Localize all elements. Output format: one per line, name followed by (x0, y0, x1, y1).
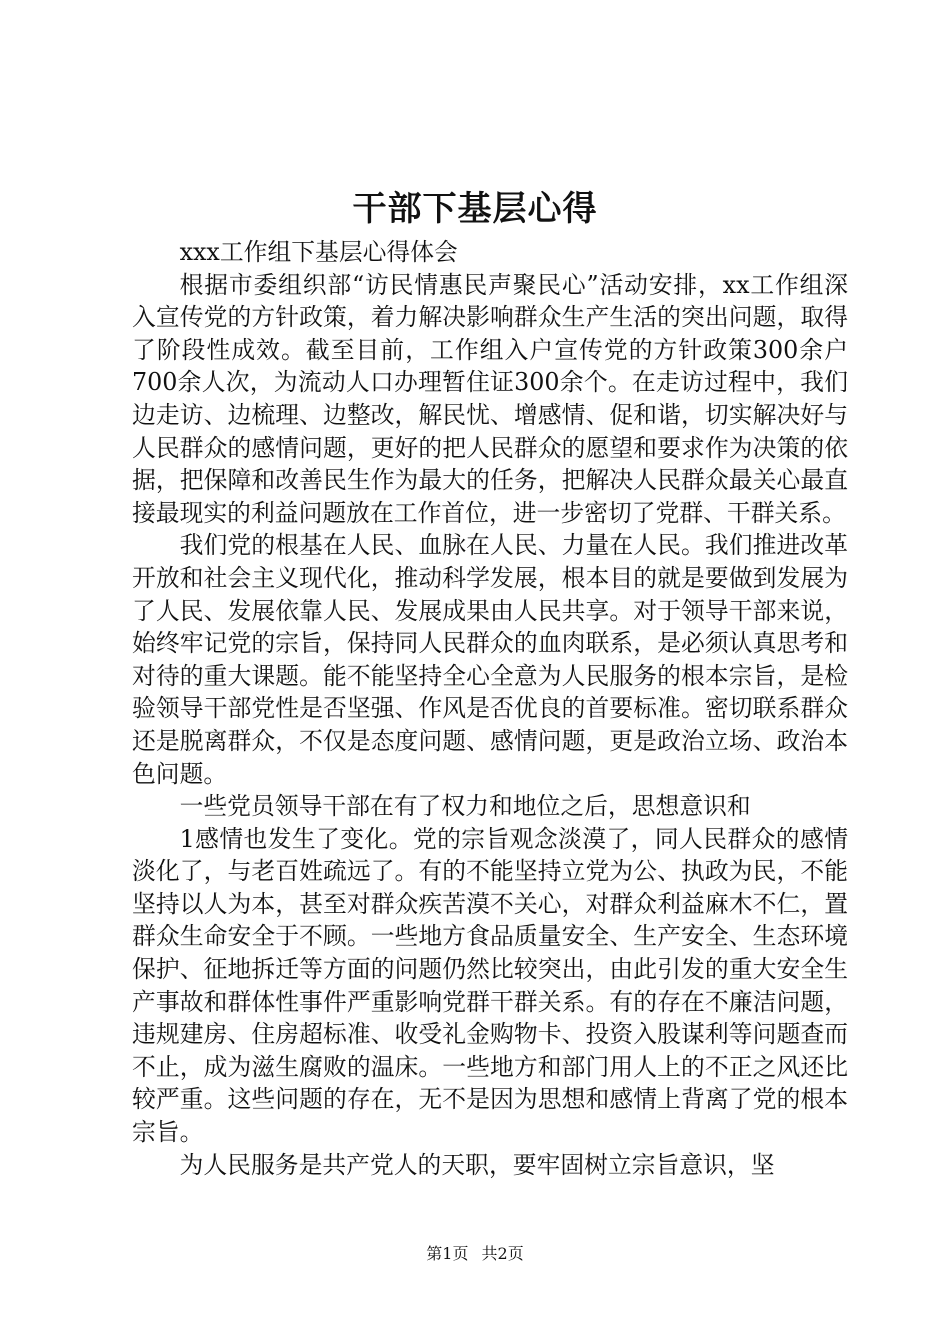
page-number: 第1页 (426, 1244, 469, 1263)
page-total: 共2页 (481, 1244, 524, 1263)
paragraph-5: 为人民服务是共产党人的天职，要牢固树立宗旨意识，坚 (179, 1150, 775, 1179)
paragraph-subtitle: xxx工作组下基层心得体会 (179, 238, 458, 266)
paragraph-4: 1感情也发生了变化。党的宗旨观念淡漠了，同人民群众的感情淡化了，与老百姓疏远了。有的不能坚持立党为公、执政为民，不能坚持以人为本，甚至对群众疾苦漠不关心，对群众利益麻木不仁，置群众生命安全于不顾。一些地方食品质量安全、生产安全、生态环境保护、征地拆迁等方面的问题仍然比较突出，由此引发的重大安全生产事故和群体性事件严重影响党群干群关系。有的存在不廉洁问题，违规建房、住房超标准、收受礼金购物卡、投资入股谋利等问题查而不止，成为滋生腐败的温床。一些地方和部门用人上的不正之风还比较严重。这些问题的存在，无不是因为思想和感情上背离了党的根本宗旨。 (132, 824, 848, 1147)
document-body (132, 236, 848, 1181)
paragraph-2: 我们党的根基在人民、血脉在人民、力量在人民。我们推进改革开放和社会主义现代化，推动科学发展，根本目的就是要做到发展为了人民、发展依靠人民、发展成果由人民共享。对于领导干部来说，始终牢记党的宗旨，保持同人民群众的血肉联系，是必须认真思考和对待的重大课题。能不能坚持全心全意为人民服务的根本宗旨，是检验领导干部党性是否坚强、作风是否优良的首要标准。密切联系群众还是脱离群众，不仅是态度问题、感情问题，更是政治立场、政治本色问题。 (132, 531, 848, 788)
paragraph-1: 根据市委组织部“访民情惠民声聚民心”活动安排，xx工作组深入宣传党的方针政策，着力解决影响群众生产生活的突出问题，取得了阶段性成效。截至目前，工作组入户宣传党的方针政策300余户700余人次，为流动人口办理暂住证300余个。在走访过程中，我们边走访、边梳理、边整改，解民忧、增感情、促和谐，切实解决好与人民群众的感情问题，更好的把人民群众的愿望和要求作为决策的依据，把保障和改善民生作为最大的任务，把解决人民群众最关心最直接最现实的利益问题放在工作首位，进一步密切了党群、干群关系。 (132, 270, 848, 527)
paragraph-3: 一些党员领导干部在有了权力和地位之后，思想意识和 (179, 792, 751, 821)
document-title: 干部下基层心得 (352, 189, 598, 229)
page-footer (0, 1243, 950, 1265)
